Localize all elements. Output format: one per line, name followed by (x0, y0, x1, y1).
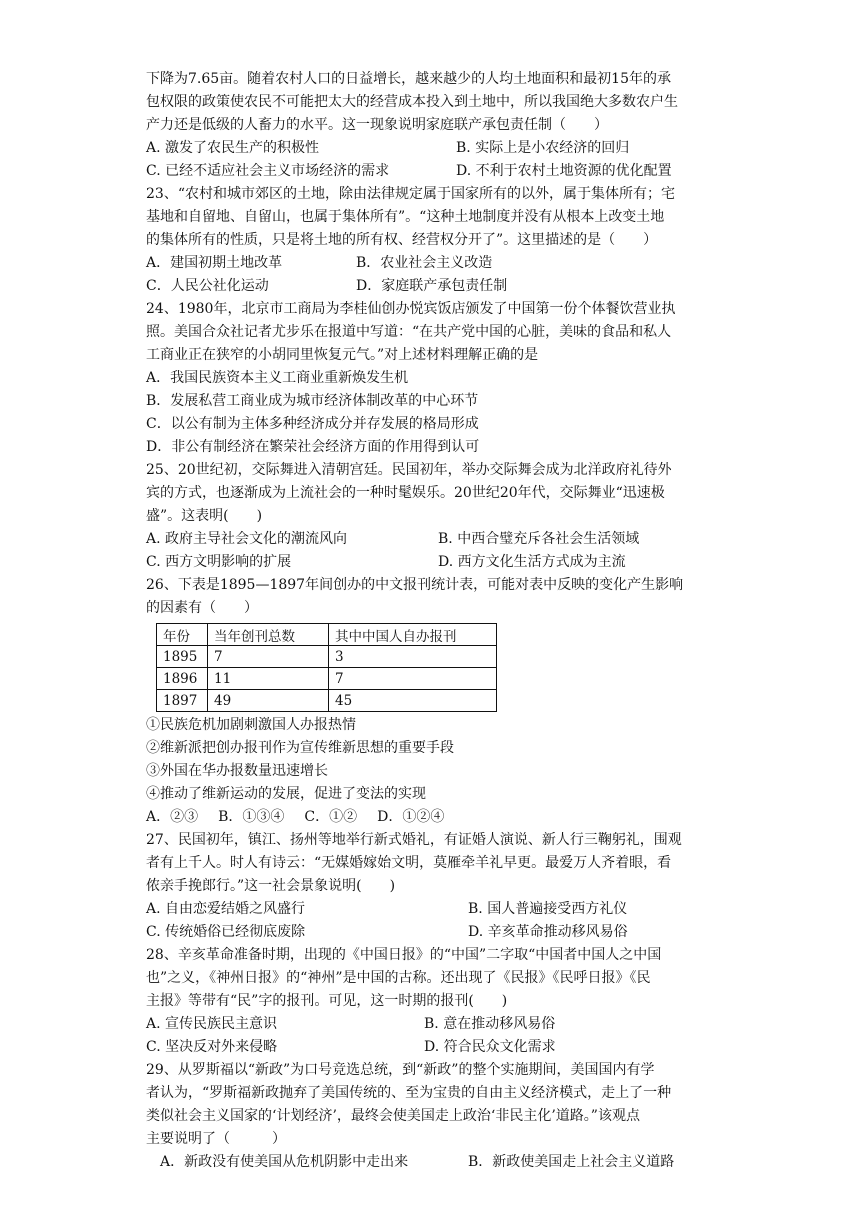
option-d: D. 符合民众文化需求 (424, 1039, 556, 1055)
question-22 (146, 68, 712, 183)
option-d: D．①②④ (377, 809, 445, 825)
question-text: 24、1980年，北京市工商局为李桂仙创办悦宾饭店颁发了中国第一份个体餐饮营业执 (146, 301, 676, 317)
option-b: B. 实际上是小农经济的回归 (456, 140, 630, 156)
question-text: 照。美国合众社记者尤步乐在报道中写道：“在共产党中国的心脏，美味的食品和私人 (146, 324, 672, 340)
option-b: B. 国人普遍接受西方礼仪 (468, 901, 628, 917)
option-c: C. 西方文明影响的扩展 (146, 554, 292, 570)
option-b: B. 中西合璧充斥各社会生活领域 (438, 531, 640, 547)
question-text: 侬亲手挽郎行。”这一社会景象说明( ) (146, 878, 396, 894)
option-d: D．家庭联产承包责任制 (356, 278, 508, 294)
question-text: 基地和自留地、自留山，也属于集体所有”。“这种土地制度并没有从根本上改变土地 (146, 209, 665, 225)
option-c: C. 坚决反对外来侵略 (146, 1039, 278, 1055)
question-29 (146, 1059, 712, 1174)
question-text: 23、“农村和城市郊区的土地，除由法律规定属于国家所有的以外，属于集体所有；宅 (146, 186, 675, 202)
table-cell: 7 (329, 668, 497, 690)
table-cell: 7 (208, 646, 329, 668)
list-item: ③外国在华办报数量迅速增长 (146, 763, 328, 779)
question-text: 28、辛亥革命准备时期，出现的《中国日报》的“中国”二字取“中国者中国人之中国 (146, 947, 662, 963)
option-a: A．我国民族资本主义工商业重新焕发生机 (146, 370, 409, 386)
question-text: 盛”。这表明( ) (146, 508, 263, 524)
question-26 (146, 574, 712, 829)
option-c: C. 已经不适应社会主义市场经济的需求 (146, 163, 390, 179)
question-text: 的因素有（ ） (146, 600, 258, 616)
question-text: 者有上千人。时人有诗云：“无媒婚嫁始文明，莫雁牵羊礼早更。最爱万人齐着眼，看 (146, 855, 672, 871)
option-a: A. 宣传民族民主意识 (146, 1016, 278, 1032)
option-c: C．①② (304, 809, 358, 825)
table-header-cell: 年份 (157, 624, 208, 646)
table-cell: 1895 (157, 646, 208, 668)
list-item: ①民族危机加剧刺激国人办报热情 (146, 717, 356, 733)
table-cell: 1896 (157, 668, 208, 690)
option-c: C．以公有制为主体多种经济成分并存发展的格局形成 (146, 416, 479, 432)
table-row (157, 646, 497, 668)
question-text: 的集体所有的性质，只是将土地的所有权、经营权分开了”。这里描述的是（ ） (146, 232, 658, 248)
question-text: 主要说明了（ ） (146, 1131, 286, 1147)
question-23 (146, 183, 712, 298)
question-24 (146, 298, 712, 459)
option-d: D. 辛亥革命推动移风易俗 (468, 924, 628, 940)
question-text: 宾的方式，也逐渐成为上流社会的一种时髦娱乐。20世纪20年代，交际舞业“迅速极 (146, 485, 665, 501)
exam-content (146, 68, 712, 1174)
newspaper-stats-table (156, 623, 497, 712)
option-a: A．新政没有使美国从危机阴影中走出来 (160, 1154, 409, 1170)
table-row (157, 690, 497, 712)
question-text: 25、20世纪初，交际舞进入清朝宫廷。民国初年，举办交际舞会成为北洋政府礼待外 (146, 462, 672, 478)
question-27 (146, 829, 712, 944)
option-b: B. 意在推动移风易俗 (424, 1016, 556, 1032)
option-b: B．新政使美国走上社会主义道路 (468, 1154, 675, 1170)
question-25 (146, 459, 712, 574)
question-text: 26、下表是1895—1897年间创办的中文报刊统计表，可能对表中反映的变化产生影响 (146, 577, 684, 593)
option-a: A．建国初期土地改革 (146, 255, 283, 271)
list-item: ②维新派把创办报刊作为宣传维新思想的重要手段 (146, 740, 454, 756)
question-text: 产力还是低级的人畜力的水平。这一现象说明家庭联产承包责任制（ ） (146, 117, 608, 133)
table-cell: 11 (208, 668, 329, 690)
table-cell: 49 (208, 690, 329, 712)
question-28 (146, 944, 712, 1059)
table-cell: 45 (329, 690, 497, 712)
option-a: A．②③ (146, 809, 199, 825)
table-row (157, 668, 497, 690)
question-text: 下降为7.65亩。随着农村人口的日益增长，越来越少的人均土地面积和最初15年的承 (146, 71, 671, 87)
table-cell: 1897 (157, 690, 208, 712)
question-text: 者认为，“罗斯福新政抛弃了美国传统的、至为宝贵的自由主义经济模式，走上了一种 (146, 1085, 672, 1101)
option-d: D. 西方文化生活方式成为主流 (438, 554, 626, 570)
question-text: 类似社会主义国家的‘计划经济’，最终会使美国走上政治‘非民主化’道路。”该观点 (146, 1108, 640, 1124)
table-cell: 3 (329, 646, 497, 668)
option-a: A. 激发了农民生产的积极性 (146, 140, 320, 156)
question-text: 包权限的政策使农民不可能把太大的经营成本投入到土地中，所以我国绝大多数农户生 (146, 94, 678, 110)
list-item: ④推动了维新运动的发展，促进了变法的实现 (146, 786, 426, 802)
option-d: D．非公有制经济在繁荣社会经济方面的作用得到认可 (146, 439, 480, 455)
table-header-cell: 其中中国人自办报刊 (329, 624, 497, 646)
option-b: B．农业社会主义改造 (356, 255, 493, 271)
question-text: 工商业正在狭窄的小胡同里恢复元气。”对上述材料理解正确的是 (146, 347, 539, 363)
option-b: B．发展私营工商业成为城市经济体制改革的中心环节 (146, 393, 479, 409)
option-d: D. 不利于农村土地资源的优化配置 (456, 163, 672, 179)
question-text: 主报》等带有“民”字的报刊。可见，这一时期的报刊( ) (146, 993, 508, 1009)
question-text: 也”之义，《神州日报》的“神州”是中国的古称。还出现了《民报》《民呼日报》《民 (146, 970, 651, 986)
option-a: A. 政府主导社会文化的潮流风向 (146, 531, 348, 547)
option-c: C. 传统婚俗已经彻底废除 (146, 924, 306, 940)
question-text: 29、从罗斯福以“新政”为口号竞选总统，到“新政”的整个实施期间，美国国内有学 (146, 1062, 655, 1078)
question-text: 27、民国初年，镇江、扬州等地举行新式婚礼，有证婚人演说、新人行三鞠躬礼，围观 (146, 832, 682, 848)
table-header-row (157, 624, 497, 646)
option-b: B．①③④ (218, 809, 285, 825)
option-c: C．人民公社化运动 (146, 278, 269, 294)
table-header-cell: 当年创刊总数 (208, 624, 329, 646)
option-a: A. 自由恋爱结婚之风盛行 (146, 901, 306, 917)
